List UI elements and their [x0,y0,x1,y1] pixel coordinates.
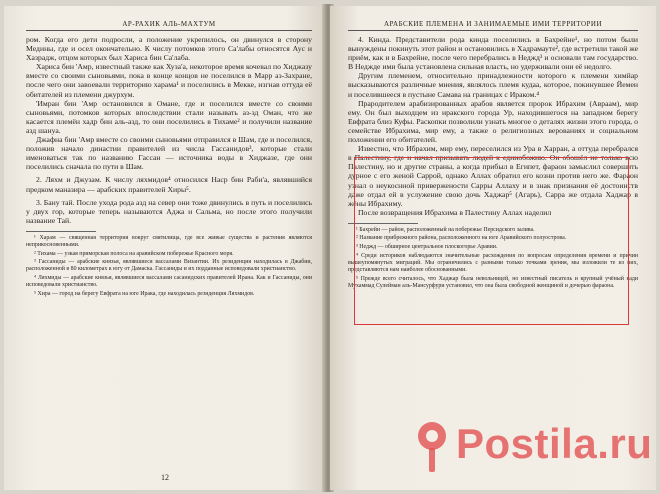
page-number: 12 [161,473,169,482]
paragraph: Известно, что Ибрахим, мир ему, переселился из Ура в Харран, а оттуда перебрался в Палестину, где и начал призывать людей к единобожию. Он обошёл не только всю Палестину, но и другие страны, а когда прибыл в Египет, фараон замыслил совершить дурное с его женой Саррой, однако Аллах обратил его козни против него же. Фараон узнал о неукоснной привержености Сарры Аллаху и в знак признания её достоинств даже отдал ей в услужение свою дочь Хаджар⁵ (Агарь), Сарра же отдала Хаджар в жёны Ибрахиму. [348,144,638,208]
watermark-text: Postila.ru [456,420,653,467]
footnote: ⁴ Ляхмиды — арабские князья, являвшиеся вассалами сасанидских правителей Ирана. Как и Гассаниды, они исповедовали христианство. [26,275,312,289]
footnote: ³ Гассаниды — арабские князья, являвшиеся вассалами Византии. Их резиденция находилась в Джабии, расположенной в 80 километрах к югу от Дамаска. Гассаниды и их подданные исповедовали христианство. [26,259,312,273]
left-running-head: АР-РАХИК АЛЬ-МАХТУМ [26,20,312,31]
right-running-head: АРАБСКИЕ ПЛЕМЕНА И ЗАНИМАЕМЫЕ ИМИ ТЕРРИТОРИИ [348,20,638,31]
footnote: ⁵ Хира — город на берегу Евфрата на юге Ирака, где находилась резиденция Ляхмидов. [34,290,255,297]
right-page-body [348,35,638,217]
paragraph: 3. Бану тай. После ухода рода азд на север они тоже двинулись в путь и поселились у двух гор, которые теперь называются Аджа и Сальма, но после этого получили название Тай. [26,197,312,225]
paragraph: Другим племенем, относительно принадлежности которого к племени химйар высказываются различные мнения, являлось племя кудаа, которое, покинувшее Йемен и поселившееся в пустыне Самава на границах с Ираком.⁴ [348,71,638,99]
footnote: ² Название прибрежного района, расположенного на юге Аравийского полуострова. [356,235,567,242]
paragraph: 2. Ляхм и Джузам. К числу ляхмидов⁴ относился Наср бин Раби'а, являвшийся предком маназира — арабских правителей Хиры⁵. [26,175,312,194]
right-footnotes [348,227,638,290]
paragraph: Прародителем арабизированных арабов является пророк Ибрахим (Авраам), мир ему. Он был выходцем из иракского города Ур, находившегося на западном берегу Евфрата близ Куфы. Раскопки позволили узнать многое о деталях жизни этого города, о семействе Ибрахима, мир ему, а также о религиозных верованиях и социальном положении его обитателей. [348,98,638,145]
left-footnotes [26,235,312,298]
footnote: ¹ Бахрейн — район, расположенный на побережье Персидского залива. [356,226,535,233]
footnote: ⁵ Прежде всего считалось, что Хаджар была невольницей, но известный писатель и крупный учёный кади Мухаммад Сулейман аль-Мансурфури установил, что она была свободной женщиной и дочерью фараона. [348,275,638,289]
left-footnote-rule [26,231,96,232]
paragraph: После возвращения Ибрахима в Палестину Аллах наделил [358,207,552,217]
footnote: ² Тихама — узкая приморская полоса на аравийском побережье Красного моря. [34,250,234,257]
paragraph: Джафна бин 'Амр вместе со своими сыновьями отправился в Шам, где и поселился, положив начало династии правителей из числа Гассанидов³, которые стали именоваться так по названию Гассан — источника воды в Хиджазе, где они поселились сначала по пути в Шам. [26,135,312,172]
paragraph: 4. Кинда. Представители рода кинда поселились в Бахрейне¹, но потом были вынуждены покинуть этот район и остановились в Хадрамауте², где встретили такой же приём, как и в Бахрейне, после чего перебрались в Неджд³ и основали там государство. В Неджде ими была установлена сильная власть, но удерживали они её недолго. [348,35,638,72]
paragraph: 'Имран бин 'Амр остановился в Омане, где и поселился вместе со своими сыновьями, потомков которых впоследствии стали называть аз-зд Оман, что же касается племён хадр бин аль-азд, то они поселились в Тихаме² и получили название азд шануа. [26,98,312,135]
left-page-body [26,35,312,225]
right-page [330,6,656,490]
footnote: ³ Неджд — обширное центральное плоскогорье Аравии. [356,244,498,251]
paragraph: Хариса бин 'Амр, известный также как Хуза'а, некоторое время кочевал по Хиджазу вместе со своими сыновьями, пока в конце концов не поселился в Марр аз-Захране, после чего они завоевали территорию харама¹ и поселились в Мекке, изгнав оттуда её обитателей из племени джурхум. [26,62,312,99]
right-footnote-rule [348,223,418,224]
left-page [4,6,326,490]
footnote: ⁴ Среди историков наблюдаются значительные расхождения по вопросам определения времени и причин вышеупомянутых миграций. Мы ограничились с разными только точками зрения, мы изложили те из них, представляются нам наиболее обоснованными. [348,252,638,274]
footnote: ¹ Харам — священная территория вокруг святилища, где все живые существа и растения являются неприкосновенными. [26,234,312,249]
paragraph: ром. Когда его дети подросли, а положение укрепилось, он двинулся в сторону Медины, где и осел окончательно. К числу потомков этого Са'лабы относятся Аус и Хазрадж, отцом которых был Хариса бин Са'лаба. [26,35,312,63]
